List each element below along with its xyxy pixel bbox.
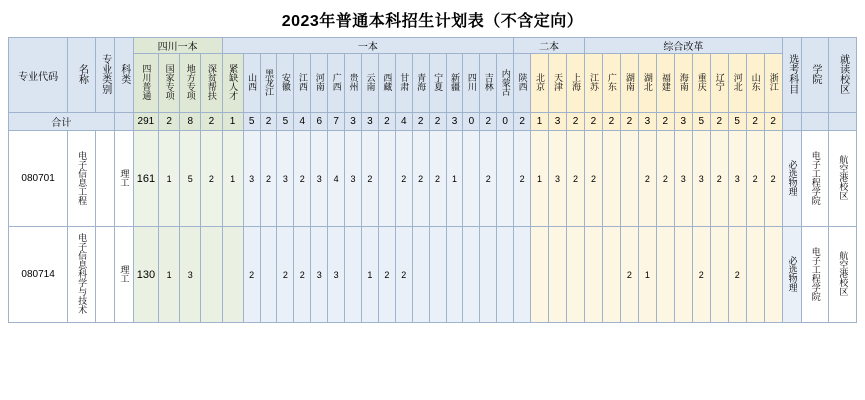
row-jilin bbox=[480, 227, 497, 323]
row-beijing bbox=[531, 227, 549, 323]
col-header-zhejiang: 浙江 bbox=[764, 54, 782, 113]
row-anhui: 3 bbox=[277, 131, 294, 227]
col-header-sichuan2: 四川 bbox=[463, 54, 480, 113]
row-elective: 必选物理 bbox=[782, 131, 801, 227]
summary-shenpin: 2 bbox=[201, 113, 222, 131]
summary-fujian: 2 bbox=[656, 113, 674, 131]
admission-plan-table bbox=[8, 37, 857, 323]
row-xinjiang bbox=[446, 227, 463, 323]
summary-college bbox=[801, 113, 828, 131]
row-hainan bbox=[674, 227, 692, 323]
row-jinque: 1 bbox=[222, 131, 243, 227]
row-campus: 航空港校区 bbox=[829, 131, 857, 227]
summary-campus bbox=[829, 113, 857, 131]
row-xizang: 2 bbox=[378, 227, 395, 323]
col-header-liaoning: 辽宁 bbox=[710, 54, 728, 113]
summary-hainan: 3 bbox=[674, 113, 692, 131]
summary-subject-blank bbox=[114, 113, 133, 131]
col-header-chongqing: 重庆 bbox=[692, 54, 710, 113]
summary-henan: 6 bbox=[311, 113, 328, 131]
col-header-sc-putong: 四川普通 bbox=[133, 54, 158, 113]
col-header-anhui: 安徽 bbox=[277, 54, 294, 113]
row-guangdong bbox=[602, 227, 620, 323]
summary-jiangsu: 2 bbox=[584, 113, 602, 131]
col-header-qinghai: 青海 bbox=[412, 54, 429, 113]
row-major-code: 080714 bbox=[9, 227, 68, 323]
row-fujian bbox=[656, 227, 674, 323]
table-row bbox=[9, 227, 857, 323]
table-row bbox=[9, 131, 857, 227]
col-header-guangdong: 广东 bbox=[602, 54, 620, 113]
summary-difang: 8 bbox=[180, 113, 201, 131]
row-shenpin bbox=[201, 227, 222, 323]
header-major-code: 专业代码 bbox=[9, 38, 68, 113]
row-henan: 3 bbox=[311, 131, 328, 227]
col-header-beijing: 北京 bbox=[531, 54, 549, 113]
col-header-jiangsu: 江苏 bbox=[584, 54, 602, 113]
row-jiangsu: 2 bbox=[584, 131, 602, 227]
summary-guangxi: 7 bbox=[328, 113, 345, 131]
group-header-row bbox=[9, 38, 857, 54]
summary-zhejiang: 2 bbox=[764, 113, 782, 131]
row-guizhou: 3 bbox=[345, 131, 362, 227]
row-neimenggu bbox=[497, 227, 514, 323]
group-second-batch: 二本 bbox=[514, 38, 585, 54]
summary-hubei: 3 bbox=[638, 113, 656, 131]
summary-shanxi: 5 bbox=[243, 113, 260, 131]
summary-xinjiang: 3 bbox=[446, 113, 463, 131]
row-subject: 理工 bbox=[114, 227, 133, 323]
row-category bbox=[95, 131, 114, 227]
summary-yunnan: 3 bbox=[361, 113, 378, 131]
col-header-hebei: 河北 bbox=[728, 54, 746, 113]
col-header-hubei: 湖北 bbox=[638, 54, 656, 113]
summary-elective bbox=[782, 113, 801, 131]
row-yunnan: 1 bbox=[361, 227, 378, 323]
row-hebei: 3 bbox=[728, 131, 746, 227]
summary-guangdong: 2 bbox=[602, 113, 620, 131]
header-category: 专业类别 bbox=[95, 38, 114, 113]
row-guojia: 1 bbox=[159, 131, 180, 227]
col-header-shenpin: 深贫帮扶 bbox=[201, 54, 222, 113]
summary-label: 合计 bbox=[9, 113, 115, 131]
summary-ningxia: 2 bbox=[429, 113, 446, 131]
row-hebei: 2 bbox=[728, 227, 746, 323]
summary-guojia: 2 bbox=[159, 113, 180, 131]
summary-shandong: 2 bbox=[746, 113, 764, 131]
col-header-neimenggu: 内蒙古 bbox=[497, 54, 514, 113]
col-header-henan: 河南 bbox=[311, 54, 328, 113]
col-header-xizang: 西藏 bbox=[378, 54, 395, 113]
row-ningxia bbox=[429, 227, 446, 323]
col-header-shaanxi: 陕西 bbox=[514, 54, 531, 113]
header-elective-subject: 选考科目 bbox=[782, 38, 801, 113]
row-liaoning bbox=[710, 227, 728, 323]
col-header-guojia: 国家专项 bbox=[159, 54, 180, 113]
row-sc-putong: 161 bbox=[133, 131, 158, 227]
row-yunnan: 2 bbox=[361, 131, 378, 227]
col-header-difang: 地方专项 bbox=[180, 54, 201, 113]
row-qinghai bbox=[412, 227, 429, 323]
row-hainan: 3 bbox=[674, 131, 692, 227]
row-sichuan2 bbox=[463, 131, 480, 227]
row-shenpin: 2 bbox=[201, 131, 222, 227]
row-gansu: 2 bbox=[395, 131, 412, 227]
header-major-name: 名称 bbox=[68, 38, 95, 113]
row-guangxi: 3 bbox=[328, 227, 345, 323]
header-subject: 科类 bbox=[114, 38, 133, 113]
summary-shaanxi: 2 bbox=[514, 113, 531, 131]
summary-qinghai: 2 bbox=[412, 113, 429, 131]
header-campus: 就读校区 bbox=[829, 38, 857, 113]
col-header-jinque: 紧缺人才 bbox=[222, 54, 243, 113]
row-guangxi: 4 bbox=[328, 131, 345, 227]
summary-heilongjiang: 2 bbox=[260, 113, 277, 131]
row-difang: 5 bbox=[180, 131, 201, 227]
summary-neimenggu: 0 bbox=[497, 113, 514, 131]
row-sichuan2 bbox=[463, 227, 480, 323]
row-elective: 必选物理 bbox=[782, 227, 801, 323]
row-guizhou bbox=[345, 227, 362, 323]
row-shandong bbox=[746, 227, 764, 323]
summary-beijing: 1 bbox=[531, 113, 549, 131]
row-college: 电子工程学院 bbox=[801, 227, 828, 323]
row-chongqing: 2 bbox=[692, 227, 710, 323]
row-fujian: 2 bbox=[656, 131, 674, 227]
col-header-gansu: 甘肃 bbox=[395, 54, 412, 113]
row-tianjin: 3 bbox=[549, 131, 567, 227]
row-heilongjiang bbox=[260, 227, 277, 323]
row-zhejiang: 2 bbox=[764, 131, 782, 227]
row-hubei: 1 bbox=[638, 227, 656, 323]
summary-hebei: 5 bbox=[728, 113, 746, 131]
row-neimenggu bbox=[497, 131, 514, 227]
summary-row bbox=[9, 113, 857, 131]
summary-hunan: 2 bbox=[620, 113, 638, 131]
page-title: 2023年普通本科招生计划表（不含定向） bbox=[281, 13, 584, 30]
summary-gansu: 4 bbox=[395, 113, 412, 131]
row-ningxia: 2 bbox=[429, 131, 446, 227]
col-header-shanxi: 山西 bbox=[243, 54, 260, 113]
summary-jilin: 2 bbox=[480, 113, 497, 131]
row-major-name: 电子信息科学与技术 bbox=[68, 227, 95, 323]
row-liaoning: 2 bbox=[710, 131, 728, 227]
row-subject: 理工 bbox=[114, 131, 133, 227]
row-jilin: 2 bbox=[480, 131, 497, 227]
col-header-hainan: 海南 bbox=[674, 54, 692, 113]
row-zhejiang bbox=[764, 227, 782, 323]
col-header-heilongjiang: 黑龙江 bbox=[260, 54, 277, 113]
col-header-guizhou: 贵州 bbox=[345, 54, 362, 113]
row-gansu: 2 bbox=[395, 227, 412, 323]
row-shanxi: 2 bbox=[243, 227, 260, 323]
group-comprehensive-reform: 综合改革 bbox=[584, 38, 782, 54]
row-shanghai bbox=[567, 227, 585, 323]
summary-jinque: 1 bbox=[222, 113, 243, 131]
row-shandong: 2 bbox=[746, 131, 764, 227]
row-shaanxi bbox=[514, 227, 531, 323]
row-anhui: 2 bbox=[277, 227, 294, 323]
row-jinque bbox=[222, 227, 243, 323]
row-jiangxi: 2 bbox=[294, 227, 311, 323]
row-jiangxi: 2 bbox=[294, 131, 311, 227]
summary-xizang: 2 bbox=[378, 113, 395, 131]
group-first-batch: 一本 bbox=[222, 38, 514, 54]
row-xizang bbox=[378, 131, 395, 227]
group-sichuan-first-batch: 四川一本 bbox=[133, 38, 222, 54]
row-major-name: 电子信息工程 bbox=[68, 131, 95, 227]
row-hunan bbox=[620, 131, 638, 227]
summary-anhui: 5 bbox=[277, 113, 294, 131]
row-category bbox=[95, 227, 114, 323]
col-header-tianjin: 天津 bbox=[549, 54, 567, 113]
col-header-fujian: 福建 bbox=[656, 54, 674, 113]
summary-sc-putong: 291 bbox=[133, 113, 158, 131]
row-beijing: 1 bbox=[531, 131, 549, 227]
row-chongqing: 3 bbox=[692, 131, 710, 227]
row-sc-putong: 130 bbox=[133, 227, 158, 323]
col-header-jilin: 吉林 bbox=[480, 54, 497, 113]
summary-tianjin: 3 bbox=[549, 113, 567, 131]
col-header-shanghai: 上海 bbox=[567, 54, 585, 113]
row-xinjiang: 1 bbox=[446, 131, 463, 227]
row-guojia: 1 bbox=[159, 227, 180, 323]
col-header-jiangxi: 江西 bbox=[294, 54, 311, 113]
summary-chongqing: 5 bbox=[692, 113, 710, 131]
row-shaanxi: 2 bbox=[514, 131, 531, 227]
col-header-ningxia: 宁夏 bbox=[429, 54, 446, 113]
row-guangdong bbox=[602, 131, 620, 227]
col-header-shandong: 山东 bbox=[746, 54, 764, 113]
summary-liaoning: 2 bbox=[710, 113, 728, 131]
row-campus: 航空港校区 bbox=[829, 227, 857, 323]
row-shanghai: 2 bbox=[567, 131, 585, 227]
row-difang: 3 bbox=[180, 227, 201, 323]
row-college: 电子工程学院 bbox=[801, 131, 828, 227]
summary-shanghai: 2 bbox=[567, 113, 585, 131]
row-hunan: 2 bbox=[620, 227, 638, 323]
row-major-code: 080701 bbox=[9, 131, 68, 227]
row-tianjin bbox=[549, 227, 567, 323]
row-heilongjiang: 2 bbox=[260, 131, 277, 227]
col-header-hunan: 湖南 bbox=[620, 54, 638, 113]
col-header-xinjiang: 新疆 bbox=[446, 54, 463, 113]
summary-sichuan2: 0 bbox=[463, 113, 480, 131]
row-hubei: 2 bbox=[638, 131, 656, 227]
province-header-row bbox=[9, 54, 857, 113]
row-jiangsu bbox=[584, 227, 602, 323]
row-qinghai: 2 bbox=[412, 131, 429, 227]
row-henan: 3 bbox=[311, 227, 328, 323]
col-header-yunnan: 云南 bbox=[361, 54, 378, 113]
row-shanxi: 3 bbox=[243, 131, 260, 227]
summary-guizhou: 3 bbox=[345, 113, 362, 131]
summary-jiangxi: 4 bbox=[294, 113, 311, 131]
header-college: 学院 bbox=[801, 38, 828, 113]
col-header-guangxi: 广西 bbox=[328, 54, 345, 113]
